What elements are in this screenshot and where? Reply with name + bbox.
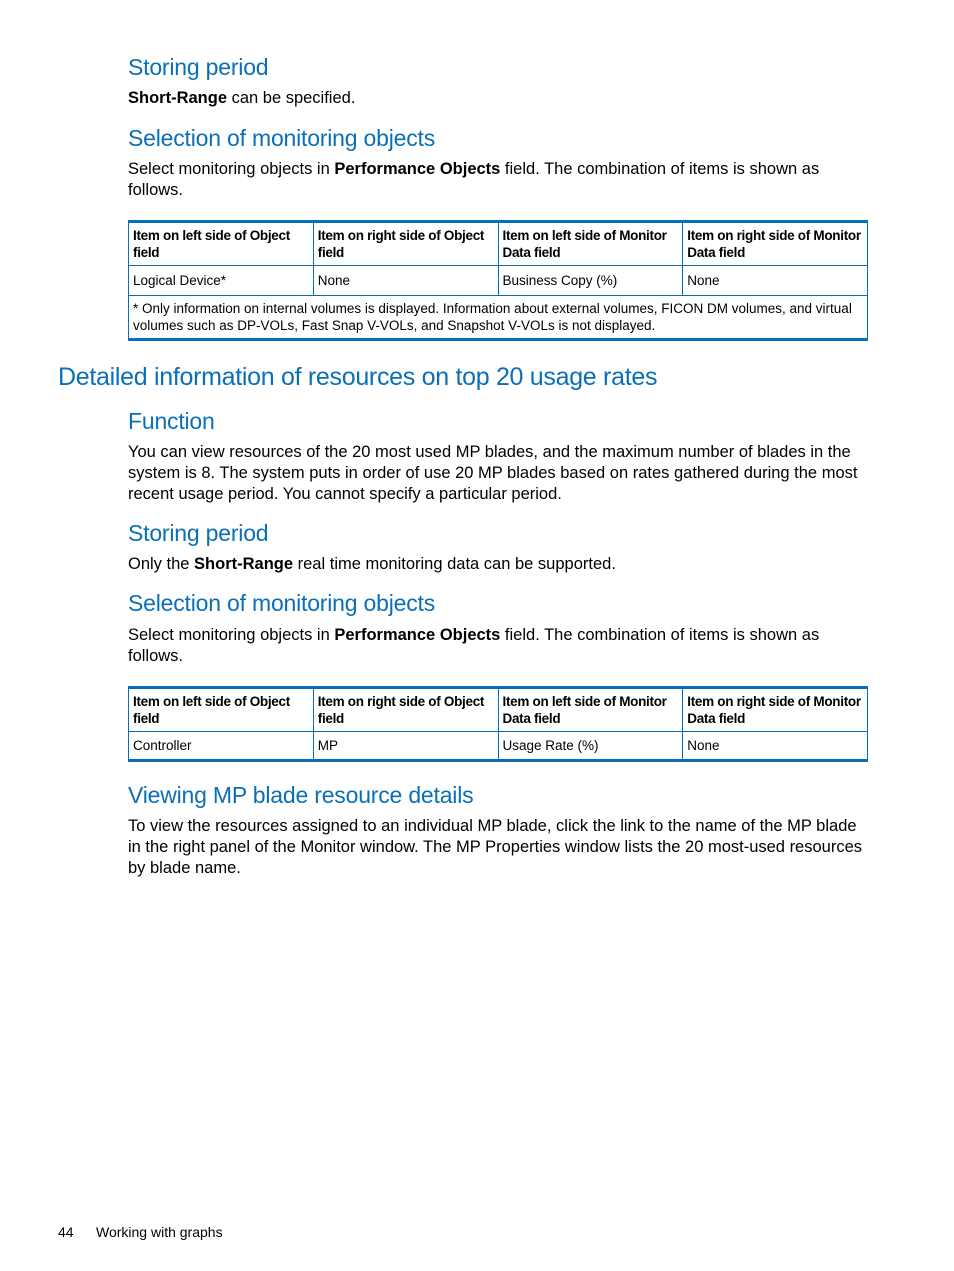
selection-paragraph-1	[128, 159, 870, 201]
text: Select monitoring objects in	[128, 160, 335, 178]
table-note-row	[129, 296, 868, 340]
table-cell: Usage Rate (%)	[498, 732, 683, 761]
table-header-row	[129, 222, 868, 266]
table-cell: Logical Device*	[129, 266, 314, 296]
object-combination-table-1	[128, 220, 868, 341]
column-header: Item on left side of Monitor Data field	[498, 222, 683, 266]
object-combination-table-2	[128, 686, 868, 762]
selection-heading-1: Selection of monitoring objects	[128, 125, 436, 151]
table-cell: MP	[313, 732, 498, 761]
table-cell: Controller	[129, 732, 314, 761]
column-header: Item on left side of Object field	[129, 222, 314, 266]
table-cell: None	[683, 266, 868, 296]
text: can be specified.	[227, 89, 356, 107]
table-cell: None	[683, 732, 868, 761]
column-header: Item on left side of Object field	[129, 688, 314, 732]
column-header: Item on right side of Object field	[313, 688, 498, 732]
text: field. The combination of items is shown as follows.	[128, 626, 820, 665]
viewing-heading: Viewing MP blade resource details	[128, 782, 474, 808]
table-header-row	[129, 688, 868, 732]
text: field. The combination of items is shown as follows.	[128, 160, 820, 199]
table-cell: Business Copy (%)	[498, 266, 683, 296]
table-row	[129, 732, 868, 761]
function-paragraph: You can view resources of the 20 most used MP blades, and the maximum number of blades in the system is 8. The system puts in order of use 20 MP blades based on rates gathered during the most recent usage period. You cannot specify a particular period.	[128, 443, 858, 503]
column-header: Item on right side of Object field	[313, 222, 498, 266]
storing-period-heading-2: Storing period	[128, 520, 269, 546]
table-footnote: * Only information on internal volumes is displayed. Information about external volumes, FICON DM volumes, and virtual volumes such as DP-VOLs, Fast Snap V-VOLs, and Snapshot V-VOLs is not displayed.	[129, 296, 868, 340]
text: real time monitoring data can be supported.	[293, 555, 616, 573]
storing-period-paragraph-1	[128, 88, 870, 109]
column-header: Item on left side of Monitor Data field	[498, 688, 683, 732]
storing-period-paragraph-2	[128, 554, 870, 575]
selection-heading-2: Selection of monitoring objects	[128, 590, 436, 616]
function-heading: Function	[128, 408, 215, 434]
selection-paragraph-2	[128, 625, 870, 667]
bold-term: Performance Objects	[334, 160, 501, 178]
storing-period-heading-1: Storing period	[128, 54, 269, 80]
viewing-paragraph: To view the resources assigned to an individual MP blade, click the link to the name of the MP blade in the right panel of the Monitor window. The MP Properties window lists the 20 most-used resources by blade name.	[128, 817, 863, 877]
table-cell: None	[313, 266, 498, 296]
column-header: Item on right side of Monitor Data field	[683, 688, 868, 732]
main-heading: Detailed information of resources on top 20 usage rates	[58, 363, 658, 391]
footer-chapter-title: Working with graphs	[96, 1224, 223, 1240]
bold-term: Performance Objects	[334, 626, 501, 644]
page-number: 44	[58, 1224, 74, 1240]
bold-term: Short-Range	[128, 89, 227, 107]
bold-term: Short-Range	[194, 555, 294, 573]
text: Select monitoring objects in	[128, 626, 335, 644]
text: Only the	[128, 555, 195, 573]
table-row	[129, 266, 868, 296]
column-header: Item on right side of Monitor Data field	[683, 222, 868, 266]
